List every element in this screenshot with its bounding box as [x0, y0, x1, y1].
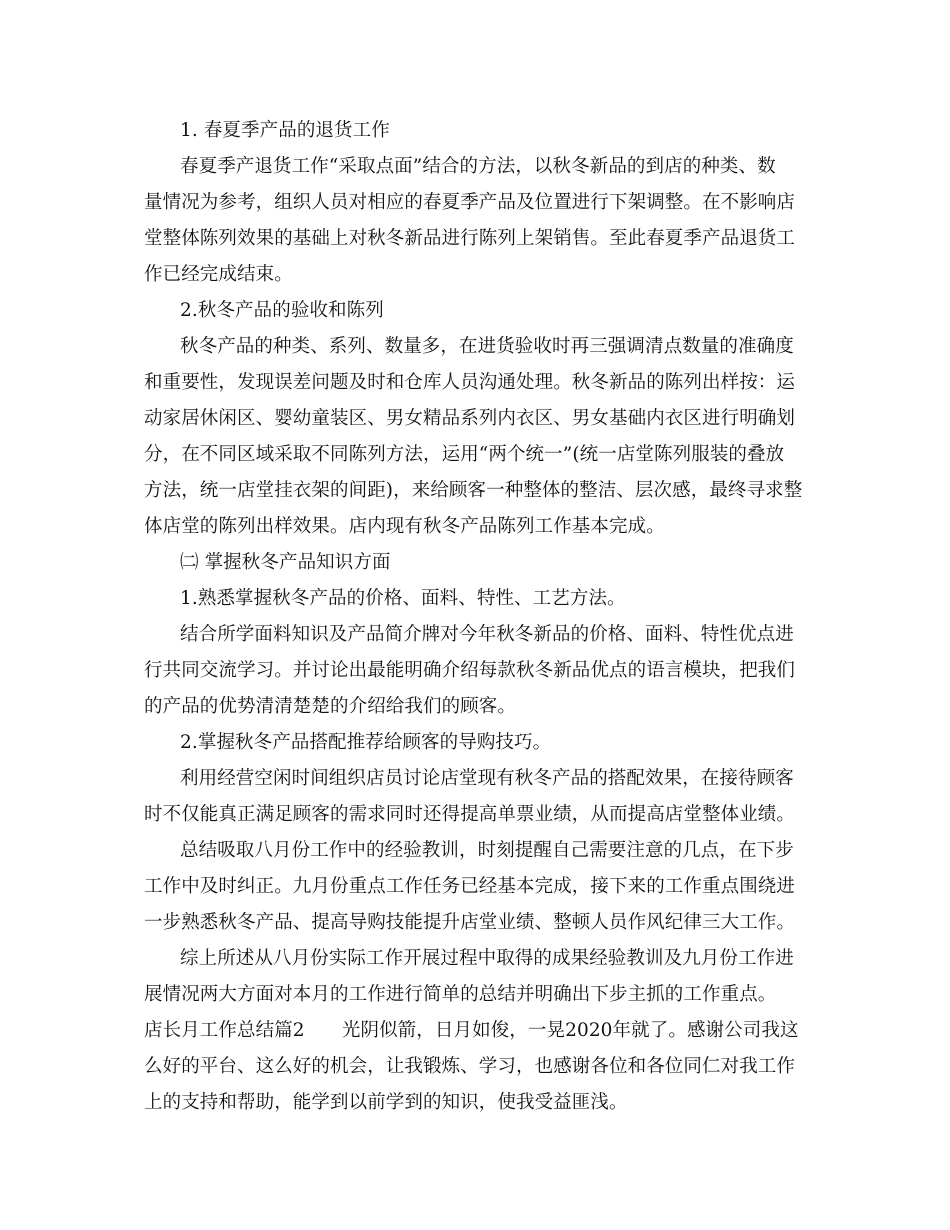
text-line: 和重要性，发现误差问题及时和仓库人员沟通处理。秋冬新品的陈列出样按：运 [144, 372, 796, 393]
text-line: 么好的平台、这么好的机会，让我锻炼、学习，也感谢各位和各位同仁对我工作 [144, 1056, 796, 1077]
text-line: 方法，统一店堂挂衣架的间距)，来给顾客一种整体的整洁、层次感，最终寻求整 [144, 480, 803, 501]
text-line: 行共同交流学习。并讨论出最能明确介绍每款秋冬新品优点的语言模块，把我们 [144, 660, 796, 681]
text-line: 春夏季产退货工作“采取点面”结合的方法，以秋冬新品的到店的种类、数 [180, 156, 776, 177]
text-line: 综上所述从八月份实际工作开展过程中取得的成果经验教训及九月份工作进 [180, 948, 794, 969]
text-line: 量情况为参考，组织人员对相应的春夏季产品及位置进行下架调整。在不影响店 [144, 192, 796, 213]
text-line: 店长月工作总结篇2 光阴似箭，日月如俊，一晃2020年就了。感谢公司我这 [144, 1020, 799, 1041]
text-line: 分，在不同区域采取不同陈列方法，运用“两个统一”(统一店堂陈列服装的叠放 [144, 444, 785, 465]
text-line: 秋冬产品的种类、系列、数量多，在进货验收时再三强调清点数量的准确度 [180, 336, 794, 357]
text-line: 结合所学面料知识及产品简介牌对今年秋冬新品的价格、面料、特性优点进 [180, 624, 794, 645]
text-line: 时不仅能真正满足顾客的需求同时还得提高单票业绩，从而提高店堂整体业绩。 [144, 804, 796, 825]
text-line: 利用经营空闲时间组织店员讨论店堂现有秋冬产品的搭配效果，在接待顾客 [180, 768, 794, 789]
text-line: 上的支持和帮助，能学到以前学到的知识，使我受益匪浅。 [144, 1092, 628, 1113]
section-heading: 1.熟悉掌握秋冬产品的价格、面料、特性、工艺方法。 [180, 588, 626, 609]
section-heading: 2.秋冬产品的验收和陈列 [180, 300, 384, 321]
text-line: 作已经完成结束。 [144, 264, 293, 285]
text-line: 动家居休闲区、婴幼童装区、男女精品系列内衣区、男女基础内衣区进行明确划 [144, 408, 796, 429]
section-heading: 1. 春夏季产品的退货工作 [180, 120, 390, 141]
text-line: 工作中及时纠正。九月份重点工作任务已经基本完成，接下来的工作重点围绕进 [144, 876, 796, 897]
text-line: 体店堂的陈列出样效果。店内现有秋冬产品陈列工作基本完成。 [144, 516, 665, 537]
text-line: 展情况两大方面对本月的工作进行简单的总结并明确出下步主抓的工作重点。 [144, 984, 777, 1005]
text-line: 总结吸取八月份工作中的经验教训，时刻提醒自己需要注意的几点，在下步 [180, 840, 794, 861]
text-line: 一步熟悉秋冬产品、提高导购技能提升店堂业绩、整顿人员作风纪律三大工作。 [144, 912, 796, 933]
section-heading: 2.掌握秋冬产品搭配推荐给顾客的导购技巧。 [180, 732, 552, 753]
section-heading: ㈡ 掌握秋冬产品知识方面 [180, 552, 391, 573]
text-line: 堂整体陈列效果的基础上对秋冬新品进行陈列上架销售。至此春夏季产品退货工 [144, 228, 796, 249]
text-line: 的产品的优势清清楚楚的介绍给我们的顾客。 [144, 696, 517, 717]
